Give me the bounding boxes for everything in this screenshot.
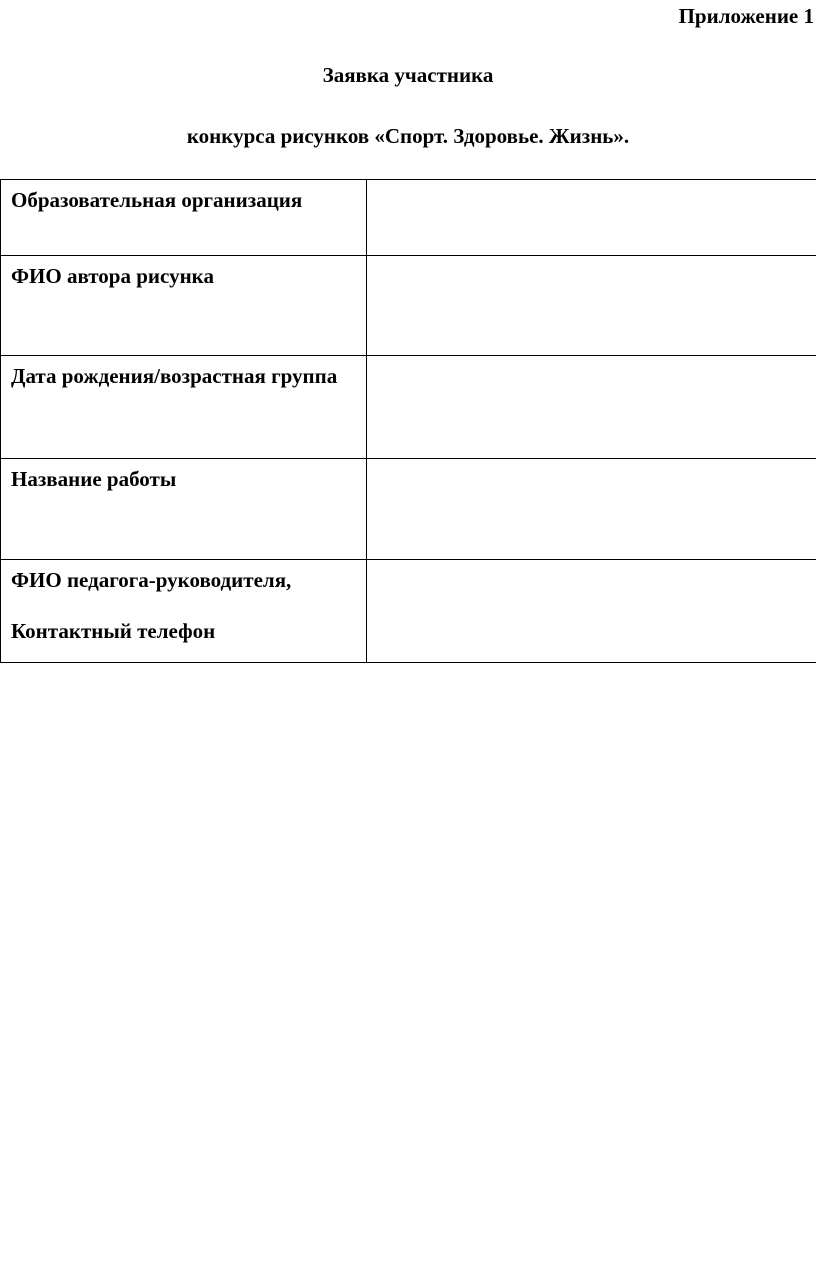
table-row xyxy=(1,560,816,663)
label-author-name: ФИО автора рисунка xyxy=(1,256,367,356)
table-row xyxy=(1,180,816,256)
label-work-title: Название работы xyxy=(1,459,367,560)
field-teacher-contact[interactable] xyxy=(367,560,816,663)
label-birth-date-age-group: Дата рождения/возрастная группа xyxy=(1,356,367,459)
label-contact-phone: Контактный телефон xyxy=(11,619,216,643)
appendix-label: Приложение 1 xyxy=(678,4,814,28)
field-work-title[interactable] xyxy=(367,459,816,560)
form-title: Заявка участника xyxy=(322,63,494,87)
table-row xyxy=(1,356,816,459)
label-teacher-name: ФИО педагога-руководителя, xyxy=(11,568,292,592)
field-author-name[interactable] xyxy=(367,256,816,356)
table-row xyxy=(1,256,816,356)
application-form-table xyxy=(0,179,816,663)
contest-title: конкурса рисунков «Спорт. Здоровье. Жизнь». xyxy=(186,124,630,148)
label-teacher-contact xyxy=(1,560,367,663)
field-birth-date-age-group[interactable] xyxy=(367,356,816,459)
label-educational-organization: Образовательная организация xyxy=(1,180,367,256)
table-row xyxy=(1,459,816,560)
field-educational-organization[interactable] xyxy=(367,180,816,256)
